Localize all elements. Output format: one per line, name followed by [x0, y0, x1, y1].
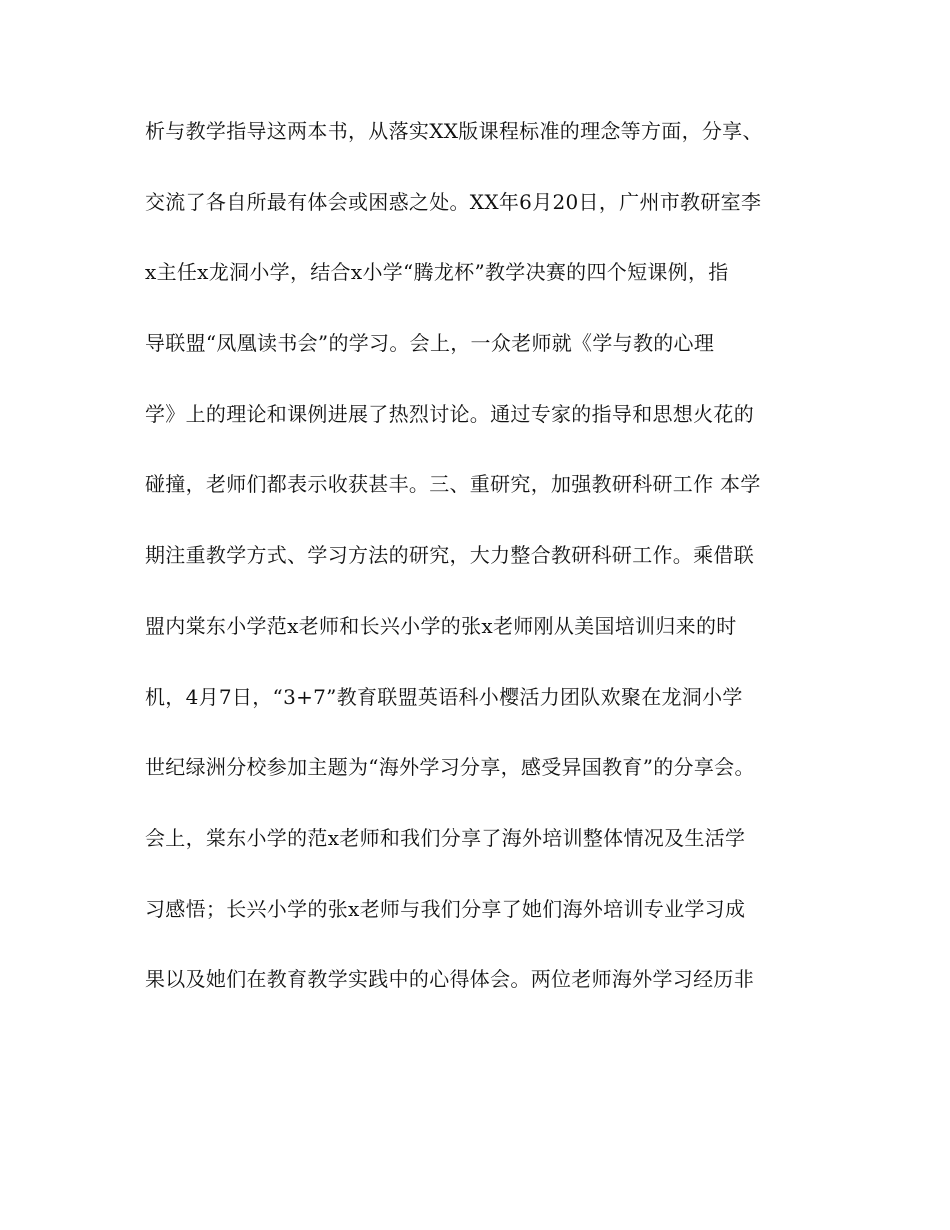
- text-line-4: 导联盟“凤凰读书会”的学习。会上，一众老师就《学与教的心理: [145, 331, 715, 356]
- text-line-5: 学》上的理论和课例进展了热烈讨论。通过专家的指导和思想火花的: [145, 401, 754, 426]
- text-line-10: 世纪绿洲分校参加主题为“海外学习分享，感受异国教育”的分享会。: [145, 755, 755, 780]
- text-line-2: 交流了各自所最有体会或困惑之处。XX年6月20日，广州市教研室李: [145, 189, 762, 214]
- text-line-7: 期注重教学方式、学习方法的研究，大力整合教研科研工作。乘借联: [145, 543, 754, 568]
- text-line-13: 果以及她们在教育教学实践中的心得体会。两位老师海外学习经历非: [145, 967, 754, 992]
- text-line-12: 习感悟；长兴小学的张x老师与我们分享了她们海外培训专业学习成: [145, 896, 746, 921]
- text-line-9: 机，4月7日，“3+7”教育联盟英语科小樱活力团队欢聚在龙洞小学: [145, 684, 743, 709]
- text-line-1: 析与教学指导这两本书，从落实XX版课程标准的理念等方面，分享、: [145, 119, 763, 143]
- text-line-6: 碰撞，老师们都表示收获甚丰。三、重研究，加强教研科研工作 本学: [145, 472, 761, 497]
- text-line-3: x主任x龙洞小学，结合x小学“腾龙杯”教学决赛的四个短课例，指: [145, 260, 729, 285]
- text-line-11: 会上，棠东小学的范x老师和我们分享了海外培训整体情况及生活学: [145, 825, 746, 850]
- body-text: [145, 114, 815, 1033]
- text-line-8: 盟内棠东小学范x老师和长兴小学的张x老师刚从美国培训归来的时: [145, 613, 737, 638]
